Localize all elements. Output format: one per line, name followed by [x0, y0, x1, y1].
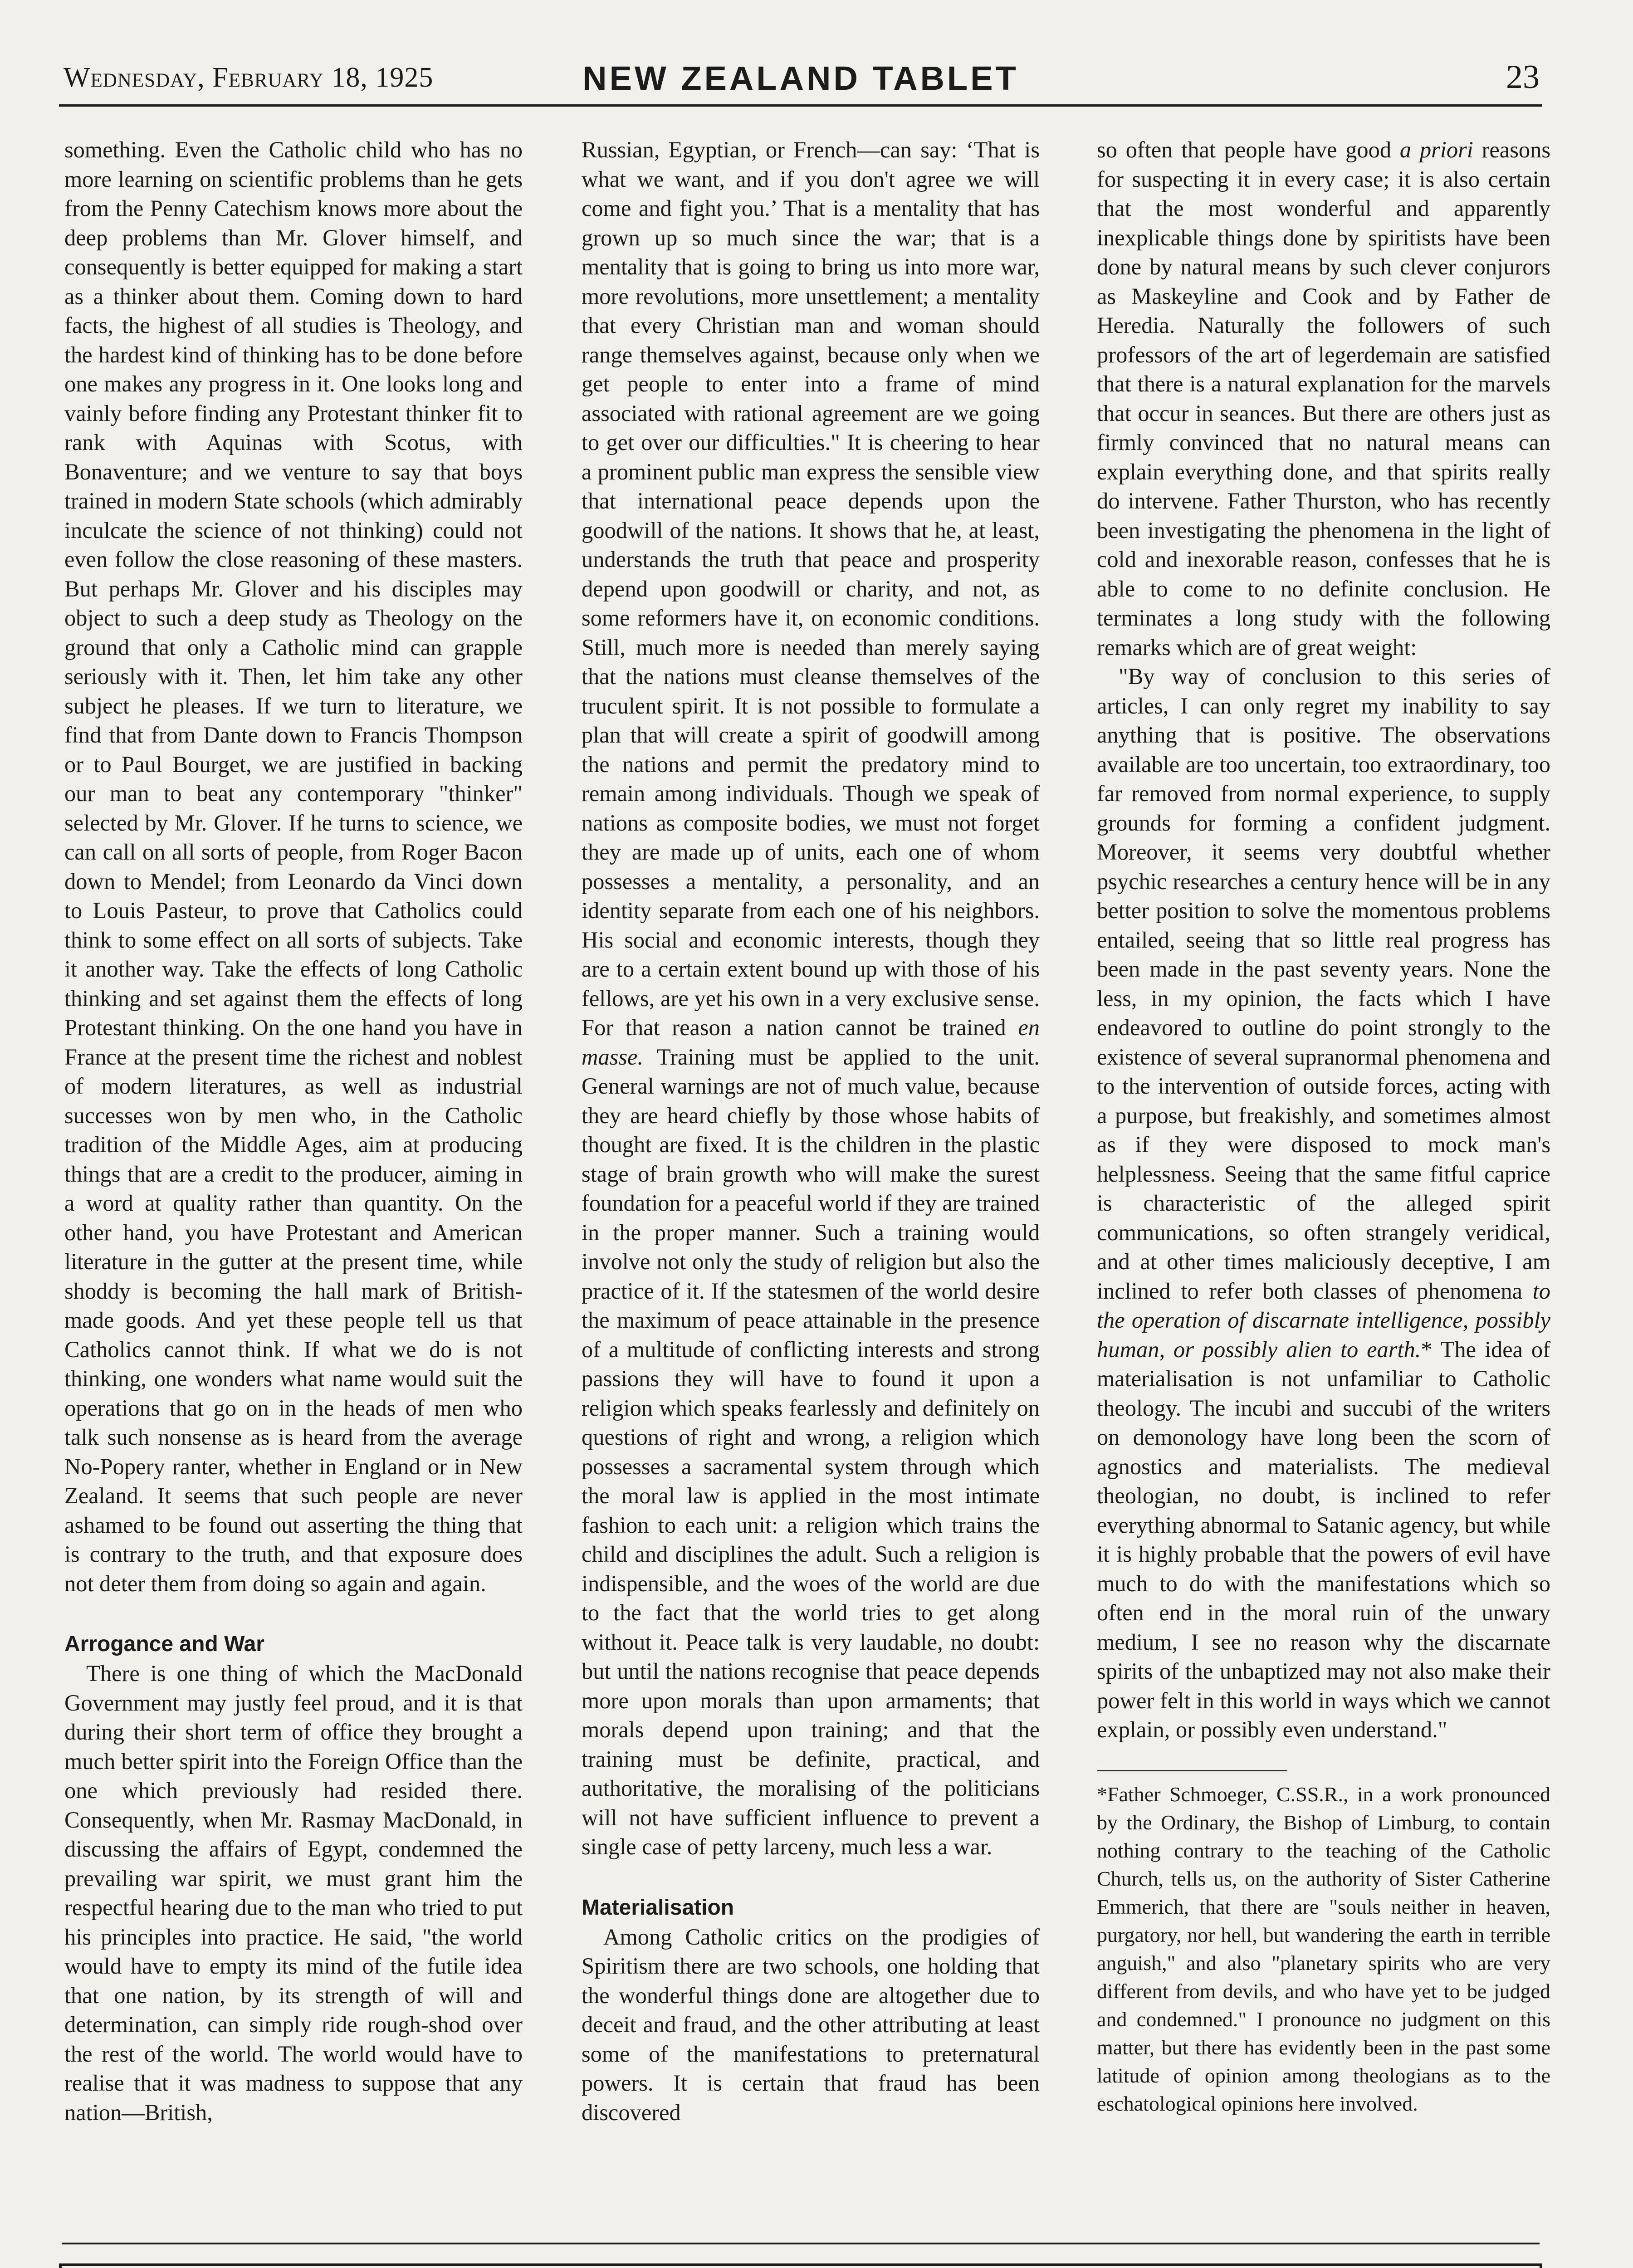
column-3: [1097, 135, 1550, 2118]
article-paragraph: [582, 135, 1040, 1862]
quoted-passage: [1097, 662, 1550, 1745]
advertisement-box: [59, 2263, 1542, 2268]
footnote: *Father Schmoeger, C.SS.R., in a work pronounced by the Ordinary, the Bishop of Limburg, to contain nothing contrary to the teaching of the Catholic Church, tells us, on the authority of Sister Catherine Emmerich, that there are "souls neither in heaven, purgatory, nor hell, but wandering the earth in terrible anguish," and also "planetary spirits who are very different from devils, and who have yet to be judged and condemned." I pronounce no judgment on this matter, but there has evidently been in the past some latitude of opinion among theologians as to the eschatological opinions here involved.: [1097, 1782, 1550, 2115]
paragraph-text: so often that people have good: [1097, 137, 1400, 162]
column-1: [64, 135, 523, 2127]
column-2: [582, 135, 1040, 2127]
section-heading-materialisation: Materialisation: [582, 1895, 734, 1920]
footnote-divider: [1097, 1770, 1287, 1771]
masthead: [59, 54, 1542, 107]
article-paragraph: Among Catholic critics on the prodigies of Spiritism there are two schools, one holding that the wonderful things done are altogether due to deceit and fraud, and the other attributing at least some of the manifestations to preternatural powers. It is certain that fraud has been discovered: [582, 1924, 1040, 2125]
article-paragraph: There is one thing of which the MacDonald Government may justly feel proud, and it is that during their short term of office they brought a much better spirit into the Foreign Office than the one which previously had resided there. Consequently, when Mr. Rasmay MacDonald, in discussing the affairs of Egypt, condemned the prevailing war spirit, we must grant him the respectful hearing due to the man who tried to put his principles into practice. He said, "the world would have to empty its mind of the futile idea that one nation, by its strength of will and determination, can simply ride rough-shod over the rest of the world. The world would have to realise that it was madness to suppose that any nation—British,: [64, 1661, 523, 2125]
quote-text: "By way of conclusion to this series of articles, I can only regret my inability to say anything that is positive. The observations available are too uncertain, too extraordinary, too far removed from normal experience, to supply grounds for forming a confident judgment. Moreover, it seems very doubtful whether psychic researches a century hence will be in any better position to solve the momentous problems entailed, seeing that so little real progress has been made in the past seventy years. None the less, in my opinion, the facts which I have endeavored to outline do point strongly to the existence of several supranormal phenomena and to the intervention of outside forces, acting with a purpose, but freakishly, and sometimes almost as if they were disposed to mock man's helplessness. Seeing that the same fitful caprice is characteristic of the alleged spirit communications, so often strangely veridical, and at other times maliciously deceptive, I am inclined to refer both classes of phenomena: [1097, 664, 1550, 1304]
article-paragraph: something. Even the Catholic child who has no more learning on scientific problems than he gets from the Penny Catechism knows more about the deep problems than Mr. Glover himself, and consequently is better equipped for making a start as a thinker about them. Coming down to hard facts, the highest of all studies is Theology, and the hardest kind of thinking has to be done before one makes any progress in it. One looks long and vainly before finding any Protestant thinker fit to rank with Aquinas with Scotus, with Bonaventure; and we venture to say that boys trained in modern State schools (which admirably inculcate the science of not thinking) could not even follow the close reasoning of these masters. But perhaps Mr. Glover and his disciples may object to such a deep study as Theology on the ground that only a Catholic mind can grapple seriously with it. Then, let him take any other subject he pleases. If we turn to literature, we find that from Dante down to Francis Thompson or to Paul Bourget, we are justified in backing our man to beat any contemporary "thinker" selected by Mr. Glover. If he turns to science, we can call on all sorts of people, from Roger Bacon down to Mendel; from Leonardo da Vinci down to Louis Pasteur, to prove that Catholics could think to some effect on all sorts of subjects. Take it another way. Take the effects of long Catholic thinking and set against them the effects of long Protestant thinking. On the one hand you have in France at the present time the richest and noblest of modern literatures, as well as industrial successes won by men who, in the Catholic tradition of the Middle Ages, aim at producing things that are a credit to the producer, aiming in a word at quality rather than quantity. On the other hand, you have Protestant and American literature in the gutter at the present time, while shoddy is becoming the hall mark of British-made goods. And yet these people tell us that Catholics cannot think. If what we do is not thinking, one wonders what name would suit the operations that go on in the heads of men who talk such nonsense as is heard from the average No-Popery ranter, whether in England or in New Zealand. It seems that such people are never ashamed to be found out asserting the thing that is contrary to the truth, and that exposure does not deter them from doing so again and again.: [64, 137, 523, 1596]
italic-phrase: en masse.: [582, 1015, 1040, 1070]
issue-date: Wednesday, February 18, 1925: [64, 62, 434, 93]
quote-text: * The idea of materialisation is not unfamiliar to Catholic theology. The incubi and succubi of the writers on demonology have long been the scorn of agnostics and materialists. The medieval theologian, no doubt, is inclined to refer everything abnormal to Satanic agency, but while it is highly probable that the powers of evil have much to do with the manifestations which so often end in the moral ruin of the unwary medium, I see no reason why the discarnate spirits of the unbaptized may not also make their power felt in this world in ways which we cannot explain, or possibly even understand.": [1097, 1336, 1550, 1742]
paragraph-text: reasons for suspecting it in every case; it is also certain that the most wonderful and apparently inexplicable things done by spiritists have been done by natural means by such clever conjurors as Maskeyline and Cook and by Father de Heredia. Naturally the followers of such professors of the art of legerdemain are satisfied that there is a natural explanation for the marvels that occur in seances. But there are others just as firmly convinced that no natural means can explain everything done, and that spirits really do intervene. Father Thurston, who has recently been investigating the phenomena in the light of cold and inexorable reason, confesses that he is able to come to no definite conclusion. He terminates a long study with the following remarks which are of great weight:: [1097, 137, 1551, 660]
italic-phrase: to the operation of discarnate intelligence, possibly human, or possibly alien to earth.: [1097, 1278, 1550, 1362]
paragraph-text: Russian, Egyptian, or French—can say: ‘That is what we want, and if you don't agree we will come and fight you.’ That is a mentality that has grown up so much since the war; that is a mentality that is going to bring us into more war, more revolutions, more unsettlement; a mentality that every Christian man and woman should range themselves against, because only when we get people to enter into a frame of mind associated with rational agreement are we going to get over our difficulties." It is cheering to hear a prominent public man express the sensible view that international peace depends upon the goodwill of the nations. It shows that he, at least, understands the truth that peace and prosperity depend upon goodwill or charity, and not, as some reformers have it, on economic conditions. Still, much more is needed than merely saying that the nations must cleanse themselves of the truculent spirit. It is not possible to formulate a plan that will create a spirit of goodwill among the nations and permit the predatory mind to remain among individuals. Though we speak of nations as composite bodies, we must not forget they are made up of units, each one of whom possesses a mentality, a personality, and an identity separate from each one of his neighbors. His social and economic interests, though they are to a certain extent bound up with those of his fellows, are yet his own in a very exclusive sense. For that reason a nation cannot be trained: [582, 137, 1040, 1040]
paragraph-text: Training must be applied to the unit. General warnings are not of much value, because they are heard chiefly by those whose habits of thought are fixed. It is the children in the plastic stage of brain growth who will make the surest foundation for a peaceful world if they are trained in the proper manner. Such a training would involve not only the study of religion but also the practice of it. If the statesmen of the world desire the maximum of peace attainable in the presence of a multitude of conflicting interests and strong passions they will have to found it upon a religion which speaks fearlessly and definitely on questions of right and wrong, a religion which possesses a sacramental system through which the moral law is applied in the most intimate fashion to each unit: a religion which trains the child and disciplines the adult. Such a religion is indispensible, and the woes of the world are due to the fact that the world tries to get along without it. Peace talk is very laudable, no doubt: but until the nations recognise that peace depends more upon morals than upon armaments; that morals depend upon training; and that the training must be definite, practical, and authoritative, the moralising of the politicians will not have sufficient influence to prevent a single case of petty larceny, much less a war.: [582, 1044, 1040, 1859]
page-number: 23: [1506, 59, 1540, 96]
article-paragraph: [1097, 135, 1550, 662]
publication-title: NEW ZEALAND TABLET: [582, 59, 1019, 97]
section-heading-arrogance-and-war: Arrogance and War: [64, 1632, 264, 1656]
advert-rule: [62, 2243, 1540, 2244]
italic-phrase: a priori: [1399, 137, 1473, 162]
